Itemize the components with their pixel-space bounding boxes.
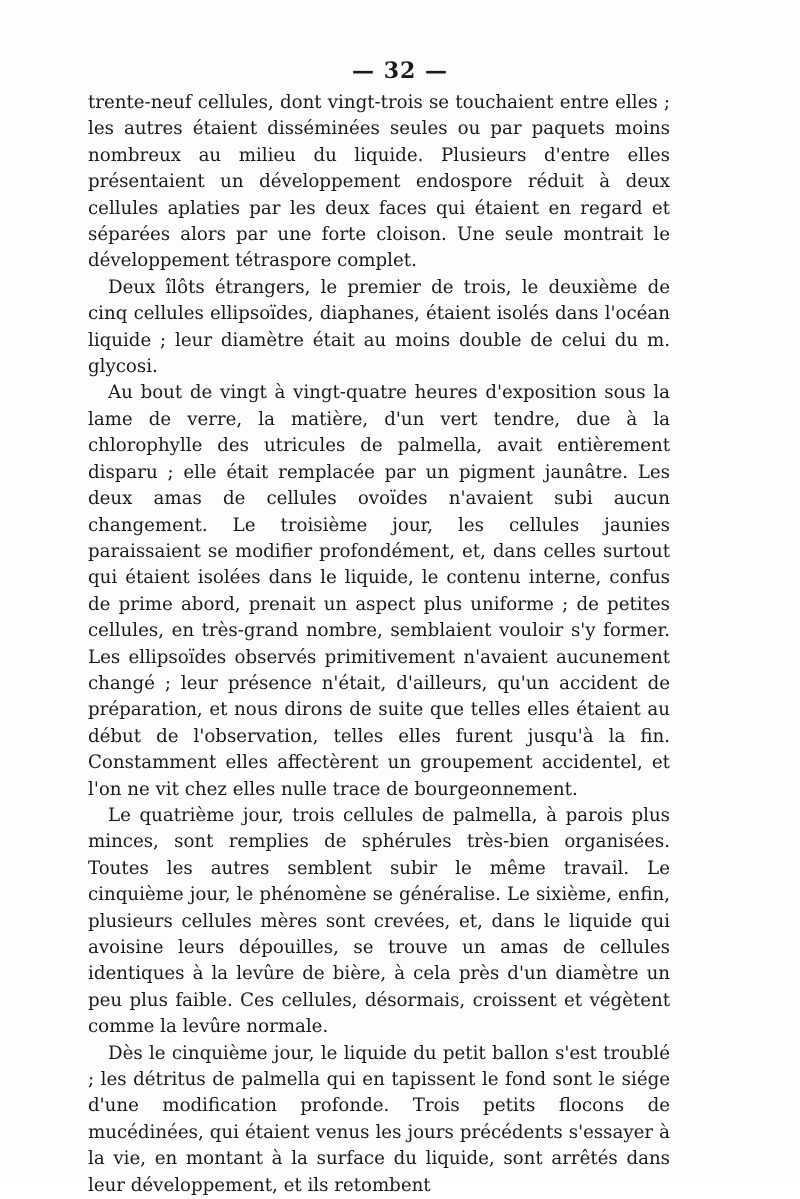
paragraph-1: trente-neuf cellules, dont vingt-trois se touchaient entre elles ; les autres étaient disséminées seules ou par paquets moins nombreux au milieu du liquide. Plusieurs d'entre elles présentaient un développement endospore réduit à deux cellules aplaties par les deux faces qui étaient en regard et séparées alors par une forte cloison. Une seule montrait le développement tétraspore complet. (88, 92, 670, 272)
body-text (88, 90, 670, 1199)
page-number: — 32 — (352, 58, 448, 84)
paragraph-3: Au bout de vingt à vingt-quatre heures d'exposition sous la lame de verre, la matière, d'un vert tendre, due à la chlorophylle des utricules de palmella, avait entièrement disparu ; elle était remplacée par un pigment jaunâtre. Les deux amas de cellules ovoïdes n'avaient subi aucun changement. Le troisième jour, les cellules jaunies paraissaient se modifier profondément, et, dans celles surtout qui étaient isolées dans le liquide, le contenu interne, confus de prime abord, prenait un aspect plus uniforme ; de petites cellules, en très-grand nombre, semblaient vouloir s'y former. Les ellipsoïdes observés primitivement n'avaient aucunement changé ; leur présence n'était, d'ailleurs, qu'un accident de préparation, et nous dirons de suite que telles elles étaient au début de l'observation, telles elles furent jusqu'à la fin. Constamment elles affectèrent un groupement accidentel, et l'on ne vit chez elles nulle trace de bourgeonnement. (88, 382, 670, 800)
paragraph-5: Dès le cinquième jour, le liquide du petit ballon s'est troublé ; les détritus de palmella qui en tapissent le fond sont le siége d'une modification profonde. Trois petits flocons de mucédinées, qui étaient venus les jours précédents s'essayer à la vie, en montant à la surface du liquide, sont arrêtés dans leur développement, et ils retombent (88, 1042, 670, 1196)
paragraph-4: Le quatrième jour, trois cellules de palmella, à parois plus minces, sont remplies de sphérules très-bien organisées. Toutes les autres semblent subir le même travail. Le cinquième jour, le phénomène se généralise. Le sixième, enfin, plusieurs cellules mères sont crevées, et, dans le liquide qui avoisine leurs dépouilles, se trouve un amas de cellules identiques à la levûre de bière, à cela près d'un diamètre un peu plus faible. Ces cellules, désormais, croissent et végètent comme la levûre normale. (88, 804, 670, 1038)
paragraph-2: Deux îlôts étrangers, le premier de trois, le deuxième de cinq cellules ellipsoïdes, diaphanes, étaient isolés dans l'océan liquide ; leur diamètre était au moins double de celui du m. glycosi. (88, 276, 670, 378)
